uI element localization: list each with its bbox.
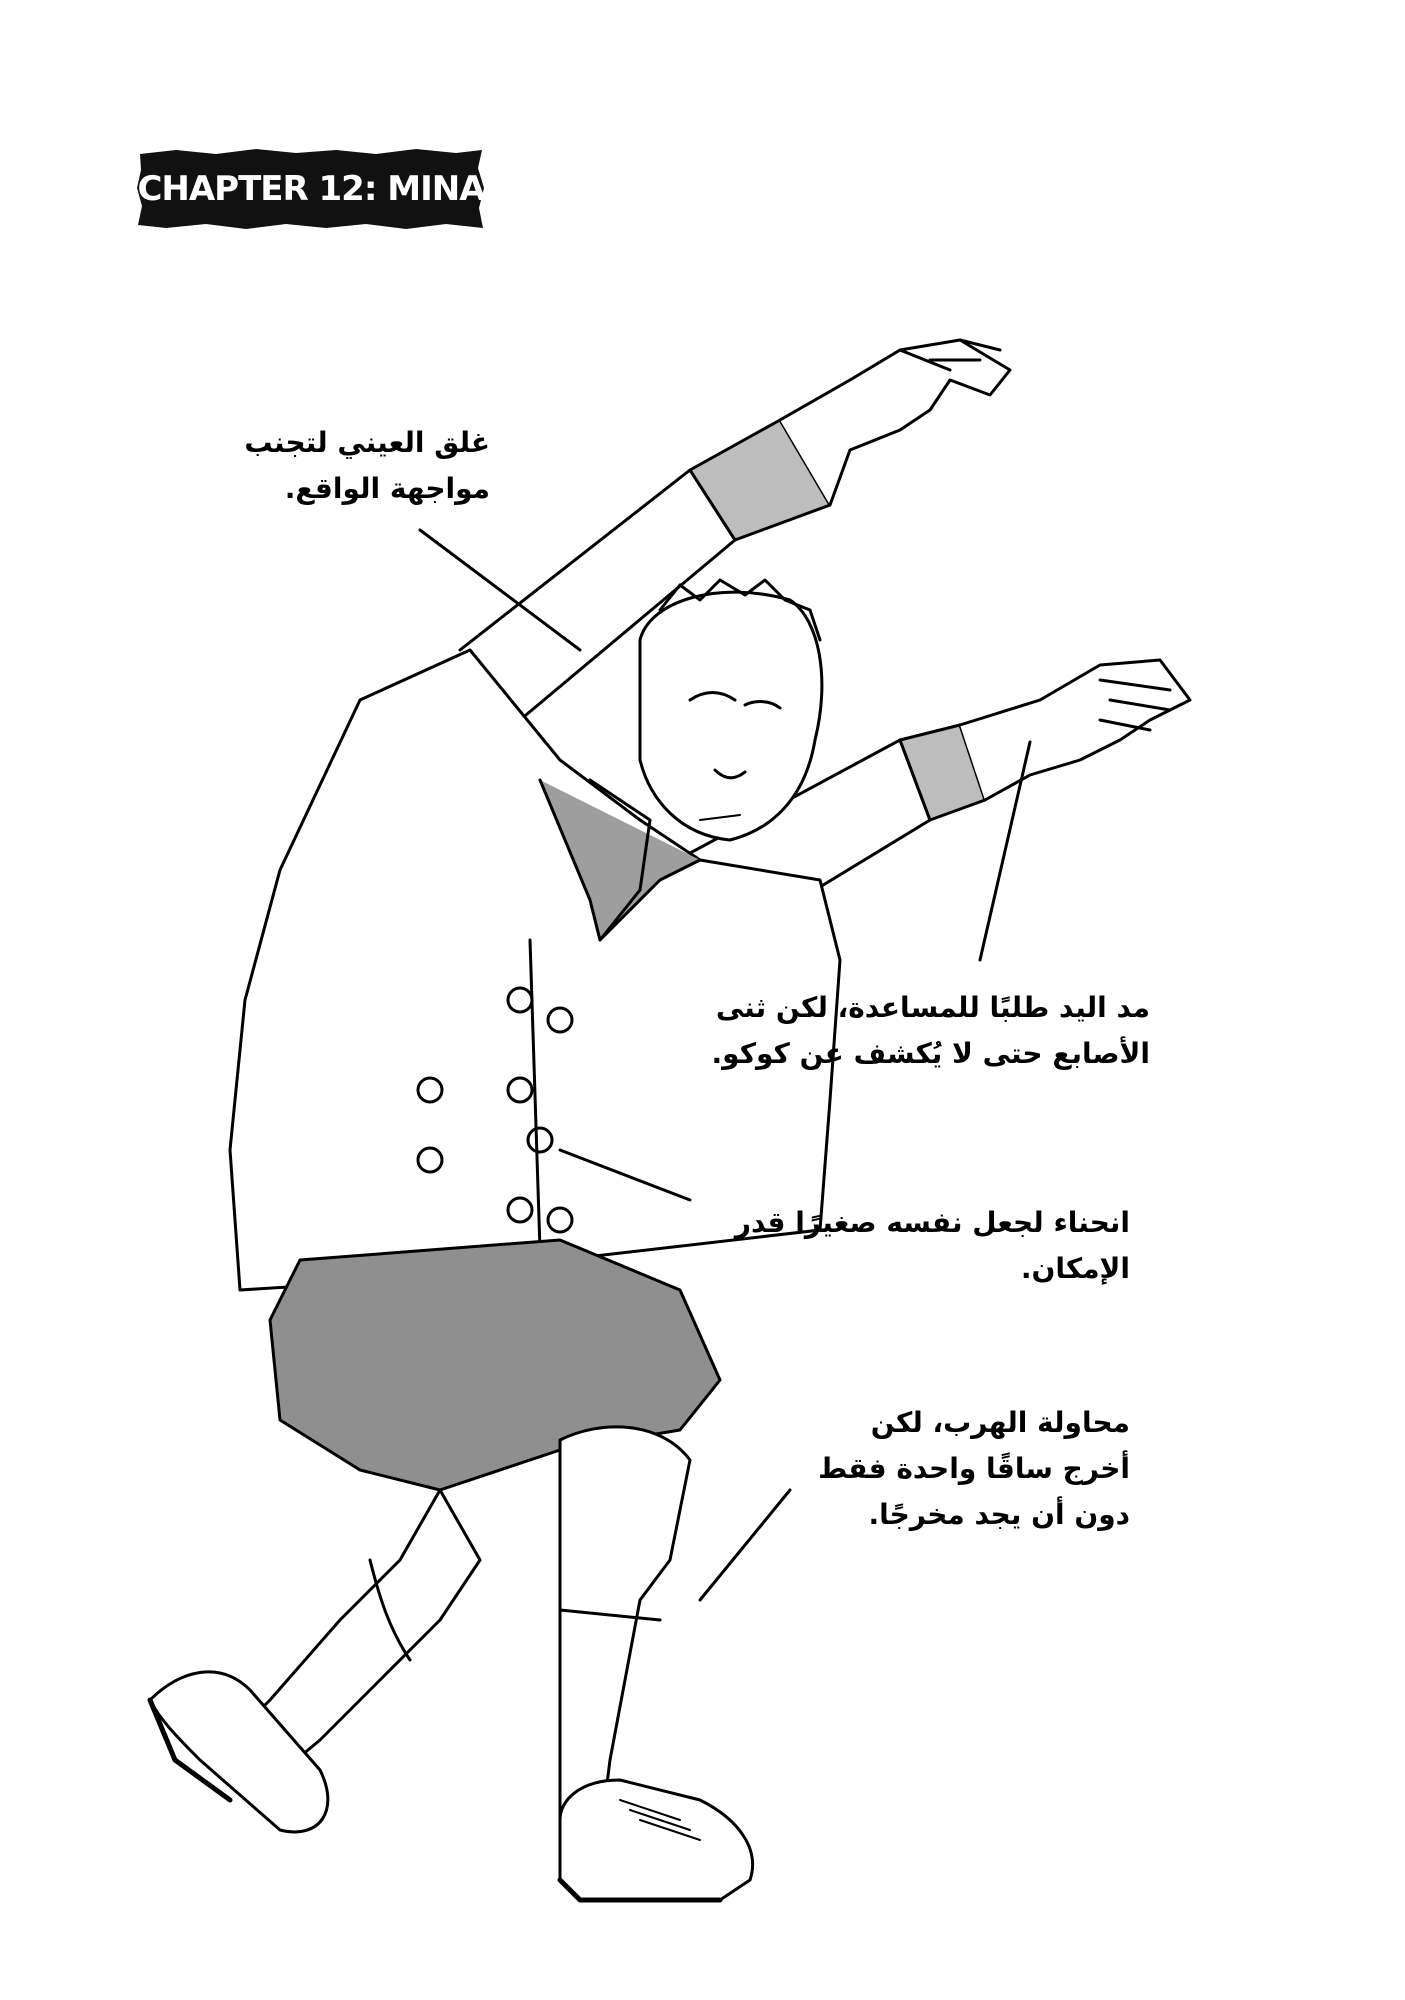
annotation-hand [700,985,1150,1077]
annotation-leg-line-1: محاولة الهرب، لكن [870,1406,1130,1439]
annotation-leg-line-3: دون أن يجد مخرجًا. [868,1498,1130,1531]
annotation-hand-line-2: الأصابع حتى لا يُكشف عن كوكو. [711,1037,1150,1070]
annotation-leg-line-2: أخرج ساقًا واحدة فقط [818,1452,1130,1485]
shoes [150,1672,753,1900]
annotation-hand-line-1: مد اليد طلبًا للمساعدة، لكن ثنى [715,991,1150,1024]
annotation-eyes-line-1: غلق العيني لتجنب [244,426,490,459]
annotation-eyes-line-2: مواجهة الواقع. [284,472,490,505]
chapter-title: CHAPTER 12: MINA [137,169,485,209]
annotation-body-line-1: انحناء لجعل نفسه صغيرًا قدر [734,1206,1130,1239]
annotation-leg [800,1400,1130,1538]
annotation-eyes [240,420,490,512]
annotation-body [720,1200,1130,1292]
annotation-body-line-2: الإمكان. [1020,1252,1130,1285]
leader-line-leg [700,1490,790,1600]
